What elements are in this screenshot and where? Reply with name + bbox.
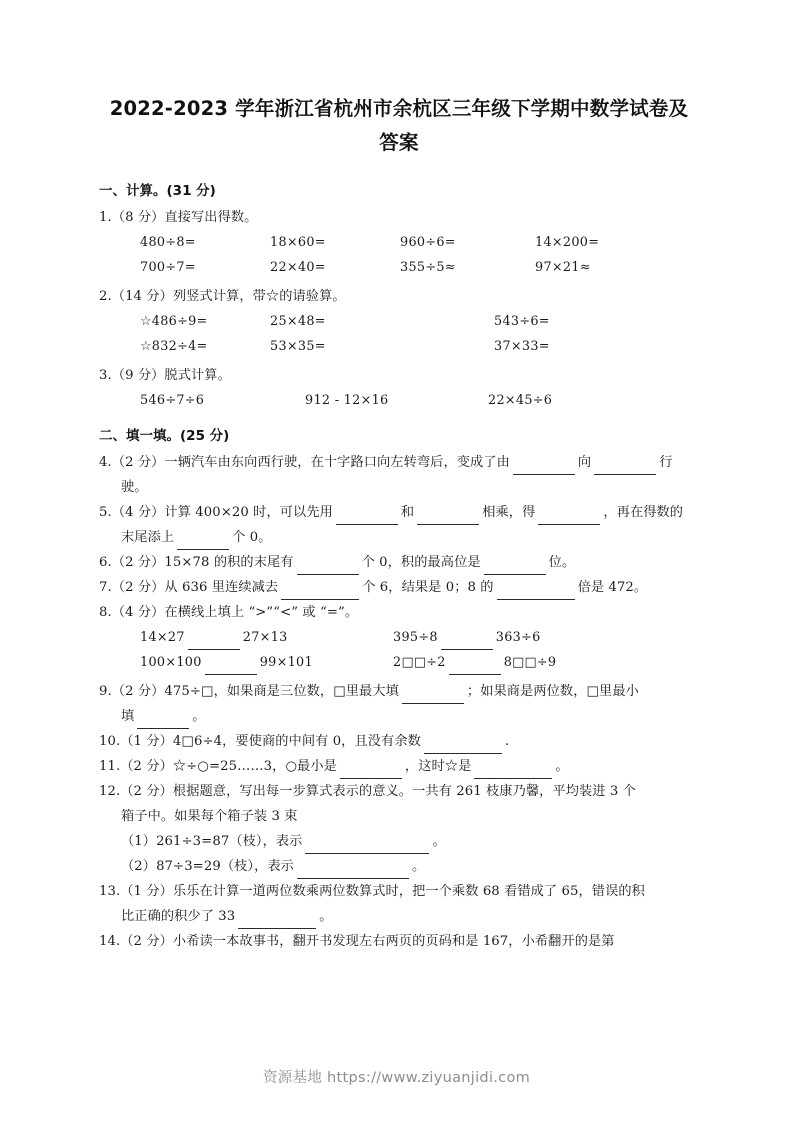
question-7-text-a: 7.（2 分）从 636 里连续减去: [99, 580, 279, 595]
answer-blank[interactable]: [340, 763, 402, 779]
answer-blank[interactable]: [424, 738, 502, 754]
question-5-text-b: 和: [400, 505, 415, 520]
answer-blank[interactable]: [238, 913, 316, 929]
expression: 355÷5≈: [400, 260, 456, 275]
question-6-text-a: 6.（2 分）15×78 的积的末尾有: [99, 555, 294, 570]
question-11: [99, 754, 699, 779]
answer-blank[interactable]: [594, 459, 656, 475]
question-11-text-a: 11.（2 分）☆÷○=25……3，○最小是: [99, 759, 337, 774]
question-13: [99, 879, 699, 929]
answer-blank[interactable]: [402, 688, 464, 704]
question-10-line-1: [99, 729, 699, 754]
expression: ☆832÷4=: [140, 339, 208, 354]
question-13-text-b: 。: [319, 909, 333, 924]
question-4-text-c: 行: [659, 455, 673, 470]
question-5: [99, 500, 699, 550]
question-4: [99, 450, 699, 500]
question-5-text-f: 个 0。: [232, 530, 272, 545]
comparison-pair: [140, 625, 288, 650]
question-9-text-b: ；如果商是两位数，□里最小: [466, 684, 639, 699]
question-5-text-e: 末尾添上: [121, 530, 175, 545]
expression: 18×60=: [270, 235, 326, 250]
question-5-text-a: 5.（4 分）计算 400×20 时，可以先用: [99, 505, 333, 520]
comparison-left: 395÷8: [393, 630, 438, 645]
answer-blank[interactable]: [538, 509, 600, 525]
question-2-stem: 2.（14 分）列竖式计算，带☆的请验算。: [99, 289, 346, 304]
question-4-line-1: [99, 450, 699, 475]
comparison-right: 27×13: [242, 630, 288, 645]
expression: 97×21≈: [535, 260, 591, 275]
question-12-sub-1-text: （1）261÷3=87（枝），表示: [121, 834, 303, 849]
question-4-text-a: 4.（2 分）一辆汽车由东向西行驶，在十字路口向左转弯后，变成了由: [99, 455, 510, 470]
answer-blank[interactable]: [484, 559, 546, 575]
question-3: [99, 363, 699, 413]
answer-blank[interactable]: [297, 863, 409, 879]
question-2: [99, 284, 699, 363]
expression: 700÷7=: [140, 260, 196, 275]
question-7-line-1: [99, 575, 699, 600]
comparison-left: 14×27: [140, 630, 185, 645]
answer-blank[interactable]: [449, 659, 501, 675]
answer-blank[interactable]: [177, 534, 229, 550]
question-1-row-2: [99, 255, 699, 284]
question-8-row-2: [99, 650, 699, 679]
question-3-stem: 3.（9 分）脱式计算。: [99, 368, 231, 383]
comparison-right: 8□□÷9: [503, 655, 557, 670]
comparison-left: 2□□÷2: [393, 655, 446, 670]
expression: ☆486÷9=: [140, 314, 208, 329]
section-heading-2: 二、填一填。(25 分): [99, 428, 230, 444]
comparison-pair: [140, 650, 313, 675]
answer-blank[interactable]: [417, 509, 479, 525]
question-11-text-b: ，这时☆是: [404, 759, 472, 774]
question-10-text-b: .: [504, 734, 510, 749]
question-10: [99, 729, 699, 754]
question-12-sub-1: [99, 829, 699, 854]
question-12-sub-2-text: （2）87÷3=29（枝），表示: [121, 859, 294, 874]
question-5-line-2: [99, 525, 699, 550]
answer-blank[interactable]: [441, 634, 493, 650]
question-12-sub-1-period: 。: [432, 834, 446, 849]
expression: 480÷8=: [140, 235, 196, 250]
question-9: [99, 679, 699, 729]
question-8-row-1: [99, 625, 699, 650]
expression: 25×48=: [270, 314, 326, 329]
answer-blank[interactable]: [474, 763, 552, 779]
expression: 37×33=: [494, 339, 550, 354]
question-8: [99, 600, 699, 679]
page-title: 2022-2023 学年浙江省杭州市余杭区三年级下学期中数学试卷及答案: [109, 97, 689, 154]
footer-watermark: 资源基地 https://www.ziyuanjidi.com: [262, 1070, 531, 1086]
question-12-line-2: 箱子中。如果每个箱子装 3 束: [121, 809, 298, 824]
question-7-text-c: 倍是 472。: [577, 580, 648, 595]
comparison-left: 100×100: [140, 655, 202, 670]
question-13-line-2: [99, 904, 699, 929]
expression: 912 - 12×16: [305, 393, 389, 408]
question-4-line-2: 驶。: [121, 480, 148, 495]
comparison-right: 363÷6: [495, 630, 541, 645]
comparison-right: 99×101: [259, 655, 313, 670]
expression: 546÷7÷6: [140, 393, 205, 408]
question-6-text-b: 个 0，积的最高位是: [361, 555, 481, 570]
answer-blank[interactable]: [297, 559, 359, 575]
comparison-pair: [393, 625, 541, 650]
question-13-line-1: 13.（1 分）乐乐在计算一道两位数乘两位数算式时，把一个乘数 68 看错成了 65，错误的积: [99, 884, 645, 899]
question-10-text-a: 10.（1 分）4□6÷4，要使商的中间有 0，且没有余数: [99, 734, 421, 749]
question-6-text-c: 位。: [548, 555, 576, 570]
question-11-line-1: [99, 754, 699, 779]
answer-blank[interactable]: [137, 713, 189, 729]
question-5-text-d: ，再在得数的: [603, 505, 684, 520]
question-12-sub-2-period: 。: [411, 859, 426, 874]
comparison-pair: [393, 650, 556, 675]
question-14: [99, 929, 699, 954]
question-4-text-b: 向: [577, 455, 592, 470]
page-content: [99, 92, 699, 954]
expression: 22×40=: [270, 260, 326, 275]
expression: 960÷6=: [400, 235, 456, 250]
question-12-line-1: 12.（2 分）根据题意，写出每一步算式表示的意义。一共有 261 枝康乃馨，平均装进 3 个: [99, 784, 636, 799]
question-9-text-c: 填: [121, 709, 135, 724]
question-13-text-a: 比正确的积少了 33: [121, 909, 236, 924]
question-6: [99, 550, 699, 575]
question-3-row-1: [99, 388, 699, 413]
answer-blank[interactable]: [513, 459, 575, 475]
question-9-line-2: [99, 704, 699, 729]
answer-blank[interactable]: [497, 584, 575, 600]
question-14-line-1: 14.（2 分）小希读一本故事书，翻开书发现左右两页的页码和是 167，小希翻开的是第: [99, 934, 615, 949]
answer-blank[interactable]: [188, 634, 240, 650]
expression: 22×45÷6: [488, 393, 553, 408]
question-2-row-2: [99, 334, 699, 363]
expression: 53×35=: [270, 339, 326, 354]
expression: 543÷6=: [494, 314, 550, 329]
question-2-row-1: [99, 309, 699, 334]
question-1-row-1: [99, 230, 699, 255]
question-8-stem: 8.（4 分）在横线上填上 “>”“<” 或 “=”。: [99, 605, 359, 620]
section-heading-1: 一、计算。(31 分): [99, 183, 216, 199]
question-12-sub-2: [99, 854, 699, 879]
question-9-text-a: 9.（2 分）475÷□，如果商是三位数，□里最大填: [99, 684, 399, 699]
question-9-line-1: [99, 679, 699, 704]
question-7: [99, 575, 699, 600]
question-7-text-b: 个 6，结果是 0；8 的: [362, 580, 494, 595]
question-11-text-c: 。: [555, 759, 569, 774]
question-5-text-c: 相乘，得: [482, 505, 536, 520]
question-1: [99, 205, 699, 284]
expression: 14×200=: [535, 235, 600, 250]
question-5-line-1: [99, 500, 699, 525]
answer-blank[interactable]: [205, 659, 257, 675]
answer-blank[interactable]: [281, 584, 359, 600]
question-12: [99, 779, 699, 879]
answer-blank[interactable]: [305, 838, 429, 854]
question-1-stem: 1.（8 分）直接写出得数。: [99, 210, 258, 225]
question-9-text-d: 。: [192, 709, 206, 724]
question-6-line-1: [99, 550, 699, 575]
answer-blank[interactable]: [336, 509, 398, 525]
